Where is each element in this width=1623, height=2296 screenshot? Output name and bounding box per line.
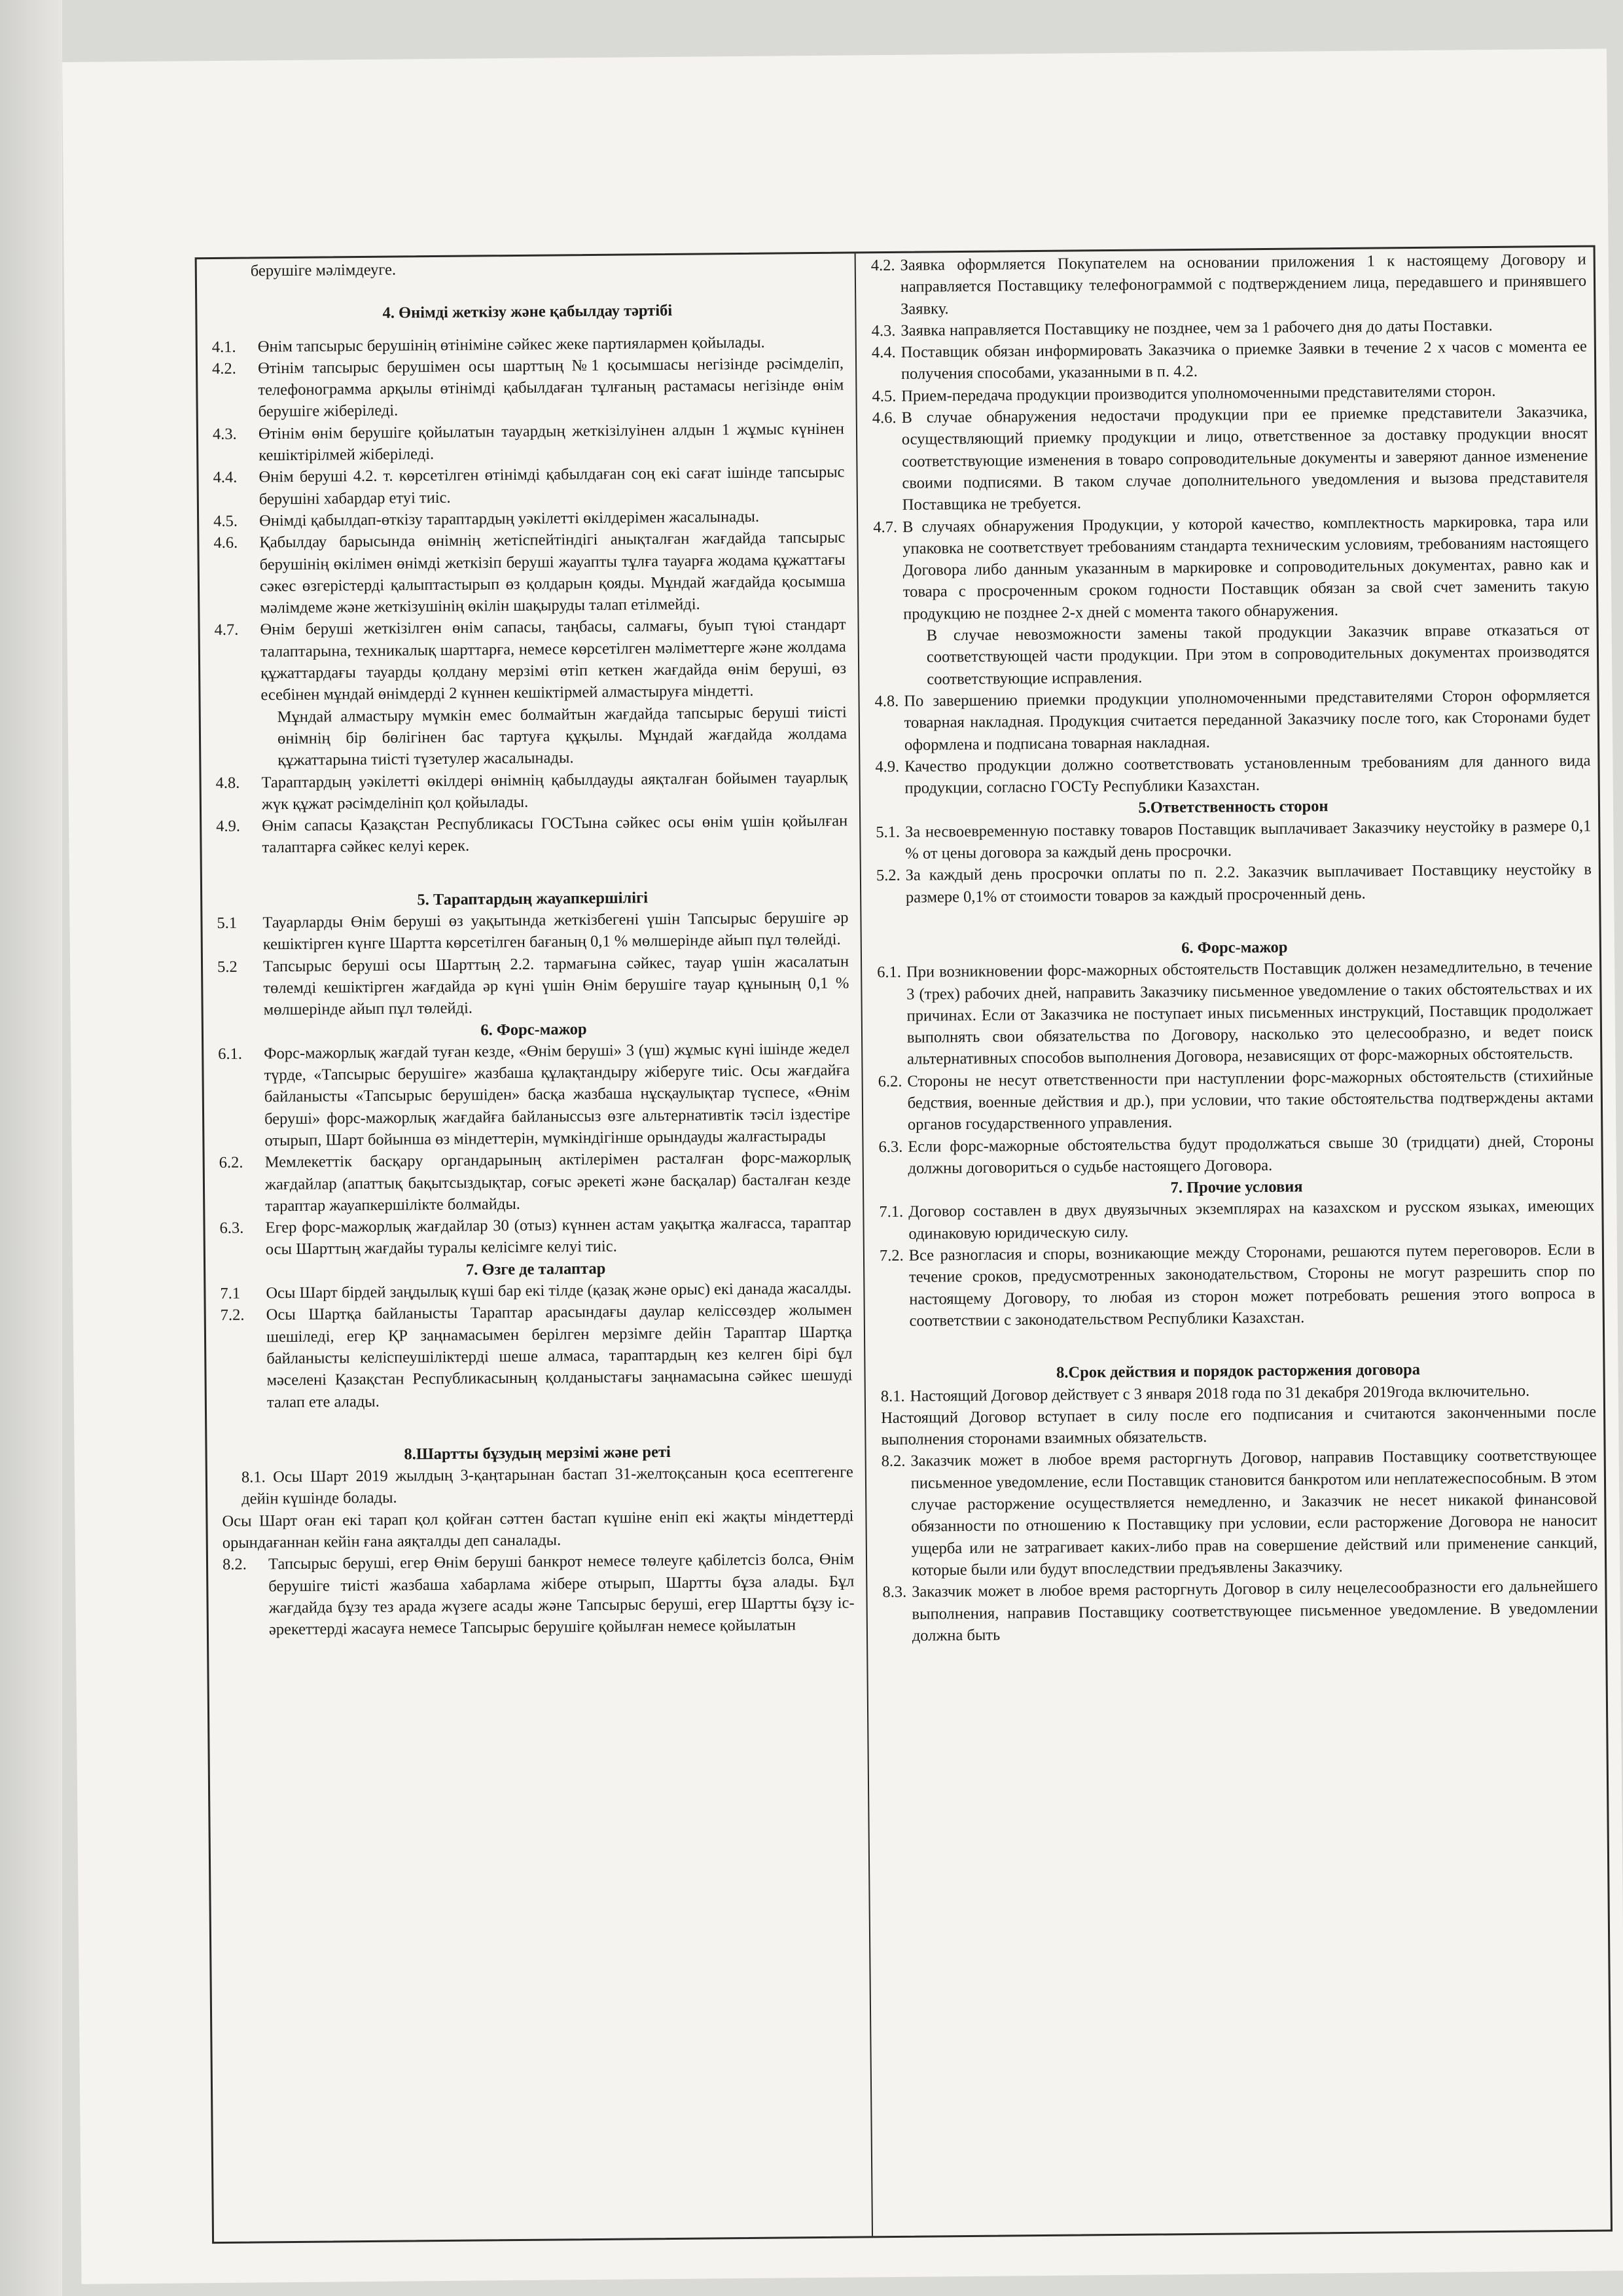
clause-text: Стороны не несут ответственности при наступлении форс-мажорных обстоятельств (стихийные бедствия, военные действия и др.), при условии, что такие обстоятельства подтверждены актами органов государственного управления. — [907, 1066, 1594, 1134]
right-sec8-title: 8.Срок действия и порядок расторжения договора — [1056, 1361, 1421, 1382]
clause-text: Өнім сапасы Қазақстан Республикасы ГОСТына сәйкес осы өнім үшін қойылған талаптарға сәйкес келуі керек. — [262, 812, 848, 857]
clause-number: 6.3. — [219, 1219, 244, 1238]
clause-item — [221, 1299, 853, 1414]
clause-number: 8.1. — [880, 1387, 905, 1405]
clause-number: 6.1. — [877, 963, 902, 982]
clause-text: При возникновении форс-мажорных обстоятельств Поставщик должен незамедлительно, в течение 3 (трех) рабочих дней, направить Заказчику письменное уведомление о таких обстоятельствах и их причинах. Если от Заказчика не поступает иных письменных инструкций, Поставщик продолжает выполнять свои обязательства по Договору, насколько это целесообразно, и ведет поиск альтернативных способов выполнения Договора, независящих от форс-мажорных обстоятельств. — [906, 957, 1594, 1069]
clause-text: Егер форс-мажорлық жағдайлар 30 (отыз) күннен астам уақытқа жалғасса, тараптар осы Шарттың жағдайы туралы келісімге келуі тиіс. — [265, 1213, 851, 1259]
clause-text: Тауарларды Өнім беруші өз уақытында жеткізбегені үшін Тапсырыс берушіге әр кешіктірген күнге Шартта көрсетілген бағаның 0,1 % мөлшерінде айып пұл төлейді. — [262, 908, 849, 954]
clause-item — [217, 950, 849, 1021]
clause-number: 4.3. — [212, 425, 237, 443]
right-sec8-2 — [882, 1444, 1598, 1581]
clause-text: Заявка направляется Поставщику не позднее, чем за 1 рабочего дня до даты Поставки. — [901, 316, 1493, 340]
clause-item — [876, 859, 1592, 908]
clause-text: Качество продукции должно соответствовать установленным требованиям для данного вида продукции, согласно ГОСТу Республики Казахстан. — [904, 751, 1591, 797]
clause-text: Форс-мажорлық жағдай туған кезде, «Өнім беруші» 3 (үш) жұмыс күні ішінде жедел түрде, «Тапсырыс берушіге» жазбаша құлақтандыру жіберуге тиіс. Осы жағдайға байланысты «Тапсырыс берушіден» басқа жазбаша нұсқаулықтар түспесе, «Өнім беруші» форс-мажорлық жағдайға байланыссыз өзге альтернативтік тәсіл іздестіре отырып, Шарт бойынша өз міндеттерін, мүмкіндігінше орындауды жалғастырады — [264, 1039, 851, 1150]
clause-number: 6.1. — [218, 1045, 243, 1063]
clause-item — [877, 956, 1593, 1071]
clause-number: 6.2. — [219, 1153, 243, 1172]
clause-item — [213, 527, 846, 620]
clause-number: 5.2 — [217, 958, 238, 976]
clause-number: 4.7. — [873, 518, 898, 536]
clause-number: 4.4. — [871, 344, 896, 362]
clause-item — [219, 1212, 851, 1261]
clause-number: 4.9. — [875, 757, 900, 776]
clause-number: 4.1. — [211, 338, 236, 356]
clause-text: Өтінім өнім берушіге қойылатын тауардың жеткізілуінен алдын 1 жұмыс күнінен кешіктірілмей жіберіледі. — [258, 420, 845, 465]
clause-item — [876, 815, 1592, 865]
left-sec4-title: 4. Өнімді жеткізу және қабылдау тәртібі — [382, 302, 673, 323]
scan-edge — [0, 0, 62, 2296]
clause-number: 4.8. — [215, 774, 240, 792]
clause-text: Тапсырыс беруші, егер Өнім беруші банкрот немесе төлеуге қабілетсіз болса, Өнім берушіге тиісті жазбаша хабарлама жібере отырып, Шартты бұза алады. Бұл жағдайда бұзу тез арада жүзеге асады және Тапсырыс беруші, егер Шартты бұзу іс-әрекеттерді жасауға немесе Тапсырыс берушіге қойылған немесе қойылатын — [268, 1550, 855, 1639]
clause-number: 4.5. — [872, 387, 897, 406]
left-sec7-title: 7. Өзге де талаптар — [465, 1259, 606, 1279]
right-sec5-list — [876, 815, 1592, 908]
clause-item — [215, 766, 847, 816]
clause-number: 8.2. — [222, 1555, 247, 1574]
left-sec7-list — [220, 1278, 853, 1414]
left-sec8-1: 8.1. Осы Шарт 2019 жылдың 3-қаңтарынан бастап 31-желтоқсанын қоса есептегенге дейін күшінде болады. — [241, 1463, 853, 1509]
clause-item — [872, 401, 1588, 516]
clause-item — [214, 614, 846, 707]
document-sheet — [62, 48, 1623, 2284]
clause-number: 6.2. — [878, 1072, 902, 1090]
clause-item — [218, 1037, 850, 1152]
clause-number: 4.7. — [214, 621, 239, 639]
clause-number: 5.1. — [876, 823, 901, 841]
clause-item — [223, 1549, 855, 1641]
clause-number: 8.2. — [881, 1452, 906, 1471]
left-sec4-7-extra: Мұндай алмастыру мүмкін емес болмайтын жағдайда тапсырыс беруші тиісті өнімнің бір бөлігінен бас тартуға құқылы. Мұндай жағдайда жолдама құжаттарына тиісті түзетулер жасалынады. — [277, 703, 847, 770]
left-sec6-title: 6. Форс-мажор — [480, 1020, 587, 1039]
left-sec4b-list — [215, 766, 847, 859]
right-sec7-list — [879, 1195, 1596, 1332]
right-sec6-list — [877, 956, 1594, 1179]
left-sec4-list — [212, 331, 847, 706]
clause-number: 5.2. — [876, 867, 901, 885]
left-intro: берушіге мәлімдеуге. — [250, 260, 397, 280]
kazakh-column — [197, 253, 866, 1641]
clause-text: Прием-передача продукции производится уполномоченными представителями сторон. — [901, 382, 1496, 405]
clause-number: 4.2. — [870, 256, 895, 275]
clause-item — [213, 418, 845, 467]
right-4-7-extra: В случае невозможности замены такой продукции Заказчик вправе отказаться от соответствующей части продукции. При этом в сопроводительных документах производятся соответствующие исправления. — [926, 620, 1590, 689]
clause-number: 7.2. — [879, 1246, 904, 1265]
clause-text: За несвоевременную поставку товаров Поставщик выплачивает Заказчику неустойку в размере 0,1 % от цены договора за каждый день просрочки. — [904, 817, 1592, 863]
clause-number: 4.9. — [216, 817, 241, 836]
clause-text: Өтінім тапсырыс берушімен осы шарттың №1 қосымшасы негізінде рәсімделіп, телефонограмма арқылы өтінімді қабылдаған тұлғаның растамасы негізінде өнім берушіге жіберіледі. — [257, 354, 844, 421]
clause-text: Осы Шарт бірдей заңдылық күші бар екі тілде (қазақ және орыс) екі данада жасалды. — [266, 1279, 852, 1302]
clause-item — [212, 352, 844, 423]
clause-number: 4.5. — [213, 512, 238, 530]
left-sec6-list — [218, 1037, 851, 1261]
clause-number: 5.1 — [217, 914, 238, 933]
clause-number: 6.3. — [878, 1138, 903, 1156]
clause-text: Заказчик может в любое время расторгнуть Договор в силу нецелесообразности его дальнейшего выполнения, направив Поставщику соответствующее письменное уведомление. В уведомлении должна быть — [912, 1577, 1598, 1645]
clause-item — [217, 907, 849, 956]
clause-number: 4.3. — [871, 321, 896, 340]
clause-item — [875, 749, 1591, 799]
clause-number: 7.1. — [879, 1203, 904, 1221]
clause-text: За каждый день просрочки оплаты по п. 2.2. Заказчик выплачивает Поставщику неустойку в размере 0,1% от стоимости товаров за каждый просроченный день. — [905, 860, 1592, 906]
clause-text: Осы Шартқа байланысты Тараптар арасындағы даулар келіссөздер жолымен шешіледі, егер ҚР заңнамасымен берілген мерзімге дейін Тараптар Шартқа байланысты келіспеушіліктерді шеше алмаса, тараптардың кез келген бірі бұл мәселені Қазақстан Республикасының қолданыстағы заңнамасына сәйкес шешуді талап ете алады. — [266, 1300, 853, 1411]
clause-text: Договор составлен в двух двуязычных экземплярах на казахском и русском языках, имеющих одинаковую юридическую силу. — [908, 1197, 1595, 1243]
clause-item — [219, 1147, 851, 1217]
right-sec8-3 — [882, 1575, 1598, 1647]
clause-number: 7.2. — [220, 1306, 245, 1325]
clause-item — [880, 1239, 1596, 1333]
clause-text: Настоящий Договор действует с 3 января 2018 года по 31 декабря 2019года включительно. — [910, 1382, 1530, 1405]
clause-item — [878, 1064, 1594, 1136]
contract-page — [195, 245, 1613, 2244]
clause-item — [213, 461, 845, 511]
right-sec6-title: 6. Форс-мажор — [1181, 938, 1288, 958]
clause-item — [879, 1195, 1595, 1245]
clause-text: Поставщик обязан информировать Заказчика о приемке Заявки в течение 2 х часов с момента ее получения способами, указанными в п. 4.2. — [901, 337, 1587, 384]
russian-column — [858, 247, 1607, 1647]
right-sec7-title: 7. Прочие условия — [1170, 1177, 1303, 1197]
clause-number: 7.1 — [220, 1284, 241, 1303]
clause-text: Заказчик может в любое время расторгнуть Договор, направив Поставщику соответствующее письменное уведомление, если Поставщик становится банкротом или неплатежеспособным. В этом случае расторжение осуществляется немедленно, и Заказчик не несет никакой финансовой обязанности по отношению к Поставщику при условии, если расторжение Договора не наносит ущерба или не затрагивает каких-либо прав на совершение действий или применение санкций, которые были или будут впоследствии предъявлены Заказчику. — [910, 1446, 1597, 1579]
left-sec5-list — [217, 907, 849, 1022]
clause-text: Мемлекеттік басқару органдарының актілерімен расталған форс-мажорлық жағдайлар (апаттық бақытсыздықтар, соғыс әрекеті және басқалар) басталған кезде тараптар жауапкершілікте болмайды. — [264, 1148, 851, 1215]
left-sec8-1b: Осы Шарт оған екі тарап қол қойған сәттен бастап күшіне еніп екі жақты міндеттерді орындағаннан кейін ғана аяқталды деп саналады. — [222, 1507, 854, 1552]
clause-text: Өнім тапсырыс берушінің өтініміне сәйкес жеке партиялармен қойылады. — [257, 333, 765, 356]
clause-text: Өнім беруші жеткізілген өнім сапасы, таңбасы, салмағы, буып түюі стандарт талаптарына, техникалық шарттарға, немесе көрсетілген мәліметтерге және жолдама құжаттардағы тауарды қолдану мерзімі өтіп кеткен жағдайда өнім беруші, өз есебінен мұндай өнімдерді 2 күннен кешіктірмей алмастыруға міндетті. — [260, 616, 847, 704]
clause-text: Тапсырыс беруші осы Шарттың 2.2. тармағына сәйкес, тауар үшін жасалатын төлемді кешіктірген жағдайда әр күні үшін Өнім берушіге тауар құнының 0,1 % мөлшерінде айып пұл төлейді. — [262, 952, 849, 1019]
clause-item — [872, 336, 1588, 386]
clause-item — [882, 1575, 1598, 1647]
clause-item — [882, 1444, 1598, 1581]
clause-text: Өнім беруші 4.2. т. көрсетілген өтінімді қабылдаған соң екі сағат ішінде тапсырыс берушіні хабардар етуі тиіс. — [259, 463, 845, 509]
left-sec5-title: 5. Тараптардың жауапкершілігі — [417, 888, 649, 909]
clause-text: По завершению приемки продукции уполномоченными представителями Сторон оформляется товарная накладная. Продукция считается переданной Заказчику после того, как Сторонами будет оформлена и подписана товарная накладная. — [904, 686, 1590, 754]
clause-item — [873, 510, 1589, 625]
clause-number: 4.8. — [874, 692, 899, 711]
right-top-list — [871, 249, 1590, 626]
right-sec8-1b: Настоящий Договор вступает в силу после его подписания и считаются законченными после выполнения сторонами взаимных обязательств. — [881, 1403, 1597, 1449]
right-mid-list — [874, 685, 1590, 800]
clause-text: Если форс-мажорные обстоятельства будут продолжаться свыше 30 (тридцати) дней, Стороны должны договориться о судьбе настоящего Договора. — [908, 1132, 1594, 1177]
right-sec5-title: 5.Ответственность сторон — [1138, 797, 1329, 817]
clause-number: 4.6. — [213, 533, 238, 552]
clause-text: Заявка оформляется Покупателем на основании приложения 1 к настоящему Договору и направляется Поставщику телефонограммой с подтверждением лица, передавшего и принявшего Заявку. — [900, 250, 1587, 318]
clause-number: 4.6. — [872, 408, 897, 427]
clause-text: Қабылдау барысында өнімнің жетіспейтіндігі анықталған жағдайда тапсырыс берушінің өкілімен өнімді жеткізіп беруші жауапты тұлға тауарға жодама құжаттағы сәкес өзгерістерді қалыптастырып өз қолдарын қояды. Мұндай жағдайда қосымша мәлімдеме және жеткізушінің өкілін шақыруды талап етілмейді. — [259, 528, 846, 617]
clause-number: 4.4. — [213, 469, 238, 487]
left-sec8-2 — [223, 1549, 855, 1641]
clause-number: 4.2. — [211, 359, 236, 378]
clause-item — [871, 249, 1587, 320]
clause-text: Все разногласия и споры, возникающие между Сторонами, решаются путем переговоров. Если в течение сроков, предусмотренных законодательством, Стороны не могут разрешить спор по настоящему Договору, то любая из сторон может потребовать решения этого вопроса в соответствии с законодательством Республики Казахстан. — [908, 1240, 1596, 1330]
clause-item — [874, 685, 1590, 756]
clause-text: Тараптардың уәкілетті өкілдері өнімнің қабылдауды аяқталған бойымен тауарлық жүк құжат рәсімделініп қол қойылады. — [261, 768, 847, 814]
clause-text: В случаях обнаружения Продукции, у которой качество, комплектность маркировка, тара или упаковка не соответствует требованиям стандарта техническим условиям, требованиям настоящего Договора либо данным указанным в маркировке и сопроводительных документах, равно как и товара с просроченным сроком годности Поставщик обязан за свой счет заменить такую продукцию не позднее 2-х дней с момента такого обнаружения. — [902, 512, 1590, 623]
clause-number: 8.3. — [882, 1583, 907, 1602]
clause-item — [216, 810, 848, 859]
clause-item — [878, 1130, 1594, 1179]
left-sec8-title: 8.Шартты бұзудың мерзімі және реті — [404, 1443, 671, 1463]
clause-text: В случае обнаружения недостачи продукции при ее приемке представители Заказчика, осуществляющий приемку продукции и лицо, ответственное за доставку продукции вносят соответствующие изменения в товаро сопроводительные документы и заверяют данное изменение своими подписями. В таком случае дополнительного уведомления и вызова представителя Поставщика не требуется. — [901, 403, 1588, 514]
clause-text: Өнімді қабылдап-өткізу тараптардың уәкілетті өкілдерімен жасалынады. — [259, 507, 760, 530]
